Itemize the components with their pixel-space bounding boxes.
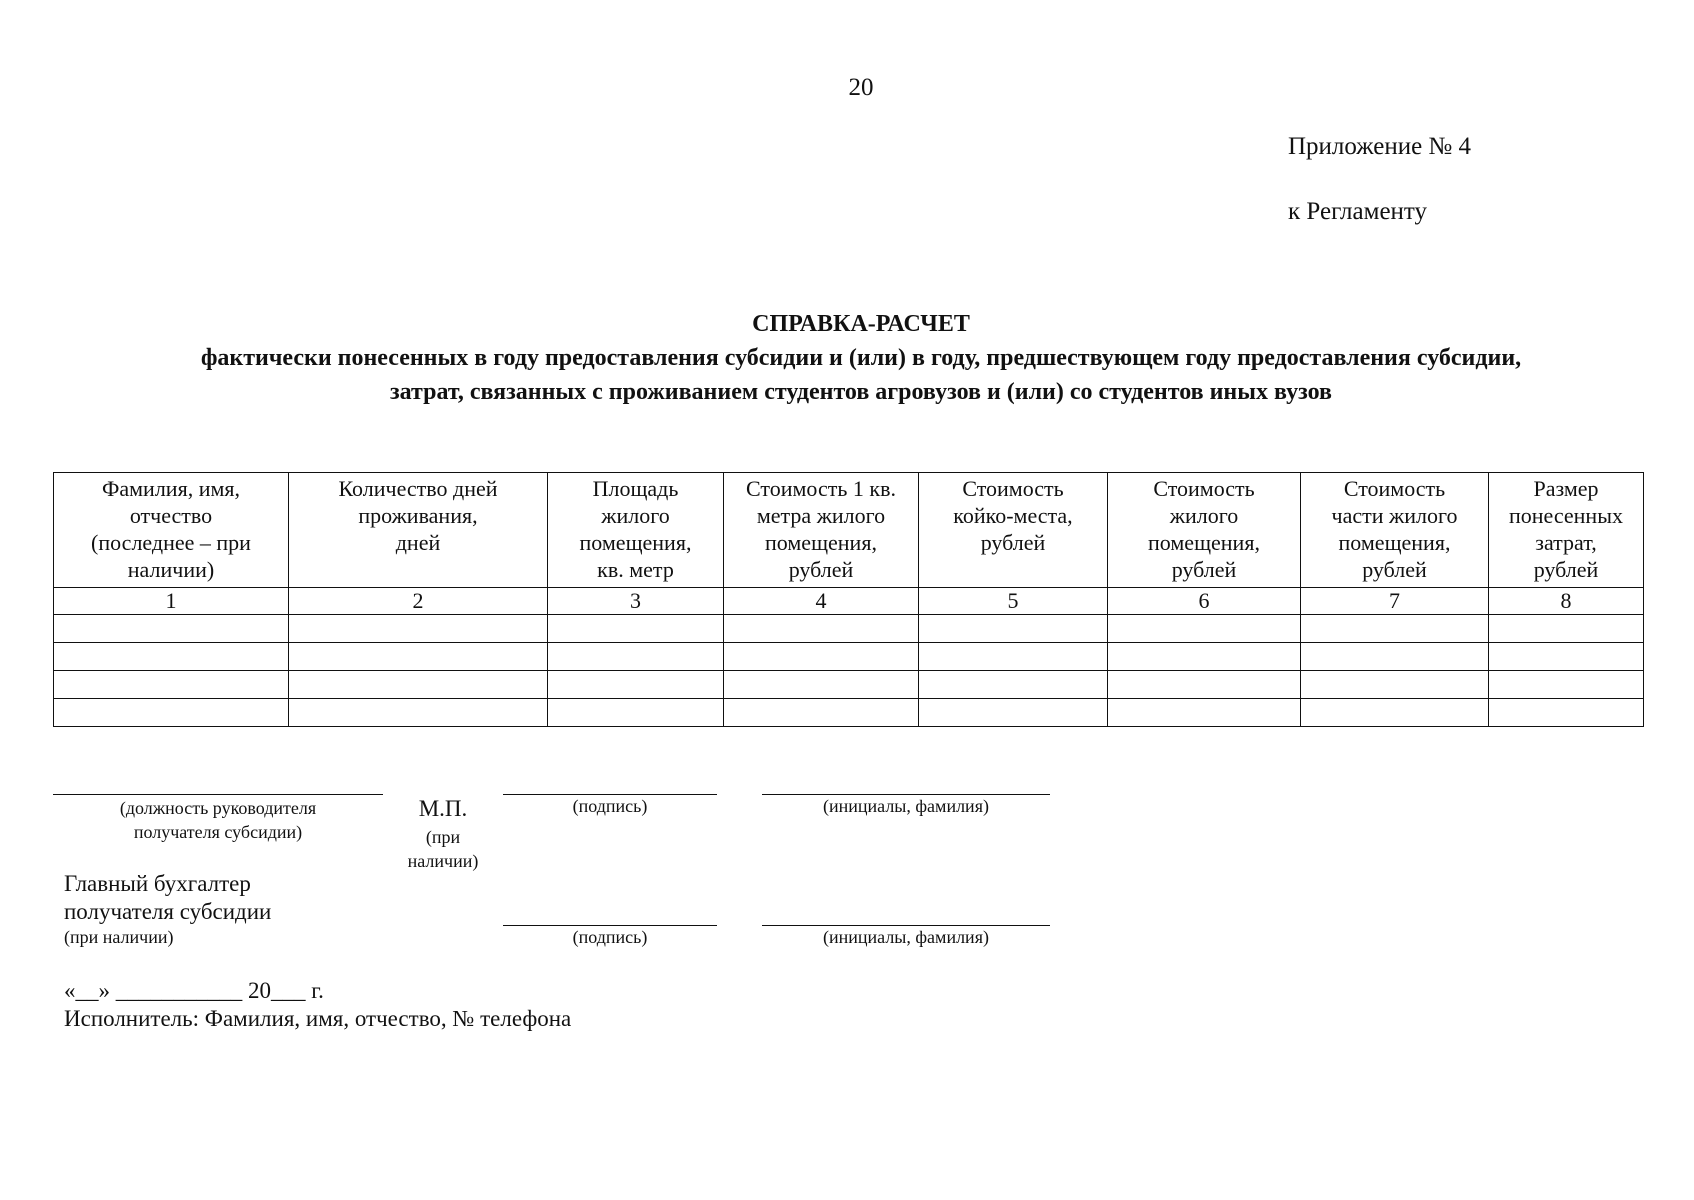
column-header-5-line: рублей (980, 530, 1046, 555)
column-header-6 (1108, 473, 1301, 588)
column-number-4: 4 (724, 588, 919, 615)
column-header-2-line: дней (395, 530, 441, 555)
table-header-row (54, 473, 1644, 588)
table-cell[interactable] (724, 671, 919, 699)
column-header-4-line: помещения, (765, 530, 877, 555)
table-cell[interactable] (289, 699, 548, 727)
accountant-signature-label: (подпись) (572, 927, 648, 947)
column-header-4 (724, 473, 919, 588)
column-number-6: 6 (1108, 588, 1301, 615)
head-signature-label: (подпись) (572, 796, 648, 816)
column-header-7-line: части жилого (1331, 503, 1458, 528)
table-cell[interactable] (289, 671, 548, 699)
table-row (54, 671, 1644, 699)
table-cell[interactable] (289, 643, 548, 671)
column-header-8-line: понесенных (1509, 503, 1623, 528)
column-header-6-line: жилого (1169, 503, 1239, 528)
table-cell[interactable] (724, 699, 919, 727)
head-initials-label: (инициалы, фамилия) (823, 796, 989, 816)
column-header-7 (1301, 473, 1489, 588)
head-position-label-line-1: (должность руководителя (119, 798, 317, 818)
table-cell[interactable] (54, 671, 289, 699)
table-row (54, 699, 1644, 727)
chief-accountant-label (64, 870, 271, 926)
table-cell[interactable] (289, 615, 548, 643)
column-header-6-line: помещения, (1148, 530, 1260, 555)
column-header-3-line: Площадь (592, 476, 679, 501)
table-cell[interactable] (919, 643, 1108, 671)
table-cell[interactable] (1489, 671, 1644, 699)
column-header-3-line: кв. метр (597, 557, 674, 582)
column-header-4-line: метра жилого (756, 503, 886, 528)
column-header-5 (919, 473, 1108, 588)
table-cell[interactable] (1301, 671, 1489, 699)
table-cell[interactable] (548, 615, 724, 643)
table-cell[interactable] (1108, 615, 1301, 643)
stamp-label: М.П. (418, 796, 468, 821)
column-number-1: 1 (54, 588, 289, 615)
column-header-8-line: рублей (1533, 557, 1599, 582)
stamp-note-line-1: (при (425, 827, 461, 847)
column-header-5-line: койко-места, (953, 503, 1073, 528)
date-line: «__» ___________ 20___ г. (64, 978, 324, 1003)
table-cell[interactable] (1489, 615, 1644, 643)
table-cell[interactable] (1489, 699, 1644, 727)
accountant-initials-label: (инициалы, фамилия) (823, 927, 989, 947)
column-header-7-line: Стоимость (1343, 476, 1446, 501)
table-cell[interactable] (1301, 699, 1489, 727)
head-signature-line (503, 794, 717, 795)
column-header-4-line: Стоимость 1 кв. (746, 476, 896, 501)
column-number-2: 2 (289, 588, 548, 615)
column-number-5: 5 (919, 588, 1108, 615)
table-cell[interactable] (1108, 671, 1301, 699)
column-number-8: 8 (1489, 588, 1644, 615)
table-cell[interactable] (919, 615, 1108, 643)
page-number: 20 (848, 74, 874, 101)
column-header-6-line: Стоимость (1153, 476, 1255, 501)
table-cell[interactable] (724, 643, 919, 671)
column-header-8-line: Размер (1533, 476, 1599, 501)
column-number-row (54, 588, 1644, 615)
column-header-1-line: наличии) (127, 557, 215, 582)
chief-accountant-note: (при наличии) (64, 927, 174, 947)
table-cell[interactable] (1108, 643, 1301, 671)
table-cell[interactable] (548, 671, 724, 699)
column-header-7-line: помещения, (1338, 530, 1451, 555)
head-initials-line (762, 794, 1050, 795)
accountant-initials-line (762, 925, 1050, 926)
column-header-1-line: (последнее – при (91, 530, 251, 555)
document-title: СПРАВКА-РАСЧЕТ (752, 311, 970, 337)
appendix-reference: к Регламенту (1288, 198, 1428, 225)
column-number-3: 3 (548, 588, 724, 615)
table-cell[interactable] (54, 615, 289, 643)
column-number-7: 7 (1301, 588, 1489, 615)
column-header-8 (1489, 473, 1644, 588)
column-header-1-line: Фамилия, имя, (101, 476, 241, 501)
column-header-3 (548, 473, 724, 588)
column-header-7-line: рублей (1362, 557, 1427, 582)
table-cell[interactable] (54, 699, 289, 727)
appendix-number: Приложение № 4 (1288, 133, 1472, 160)
table-cell[interactable] (1301, 615, 1489, 643)
document-subtitle-line-2: затрат, связанных с проживанием студентов агровузов и (или) со студентов иных вузов (390, 379, 1332, 405)
column-header-6-line: рублей (1171, 557, 1237, 582)
head-position-line (53, 794, 383, 795)
column-header-3-line: помещения, (579, 530, 692, 555)
accountant-signature-line (503, 925, 717, 926)
column-header-2-line: Количество дней (338, 476, 498, 501)
column-header-2-line: проживания, (358, 503, 478, 528)
table-cell[interactable] (919, 699, 1108, 727)
executor-line: Исполнитель: Фамилия, имя, отчество, № телефона (64, 1006, 572, 1031)
table-cell[interactable] (724, 615, 919, 643)
table-row (54, 643, 1644, 671)
table-cell[interactable] (1301, 643, 1489, 671)
column-header-8-line: затрат, (1535, 530, 1597, 555)
chief-accountant-line-2: получателя субсидии (64, 899, 272, 924)
chief-accountant-line-1: Главный бухгалтер (64, 871, 251, 896)
table-cell[interactable] (1108, 699, 1301, 727)
table-cell[interactable] (1489, 643, 1644, 671)
column-header-4-line: рублей (788, 557, 854, 582)
column-header-3-line: жилого (601, 503, 670, 528)
column-header-1-line: отчество (129, 503, 213, 528)
stamp-note (383, 825, 503, 873)
table-row (54, 615, 1644, 643)
table-cell[interactable] (548, 699, 724, 727)
table-cell[interactable] (548, 643, 724, 671)
calculation-table (53, 472, 1644, 727)
column-header-2 (289, 473, 548, 588)
document-subtitle-line-1: фактически понесенных в году предоставления субсидии и (или) в году, предшествующем году предоставления субсидии, (200, 345, 1522, 371)
table-cell[interactable] (919, 671, 1108, 699)
column-header-1 (54, 473, 289, 588)
head-position-label-line-2: получателя субсидии) (133, 822, 303, 842)
column-header-5-line: Стоимость (962, 476, 1064, 501)
table-cell[interactable] (54, 643, 289, 671)
head-position-label (53, 796, 383, 844)
stamp-note-line-2: наличии) (407, 851, 479, 871)
